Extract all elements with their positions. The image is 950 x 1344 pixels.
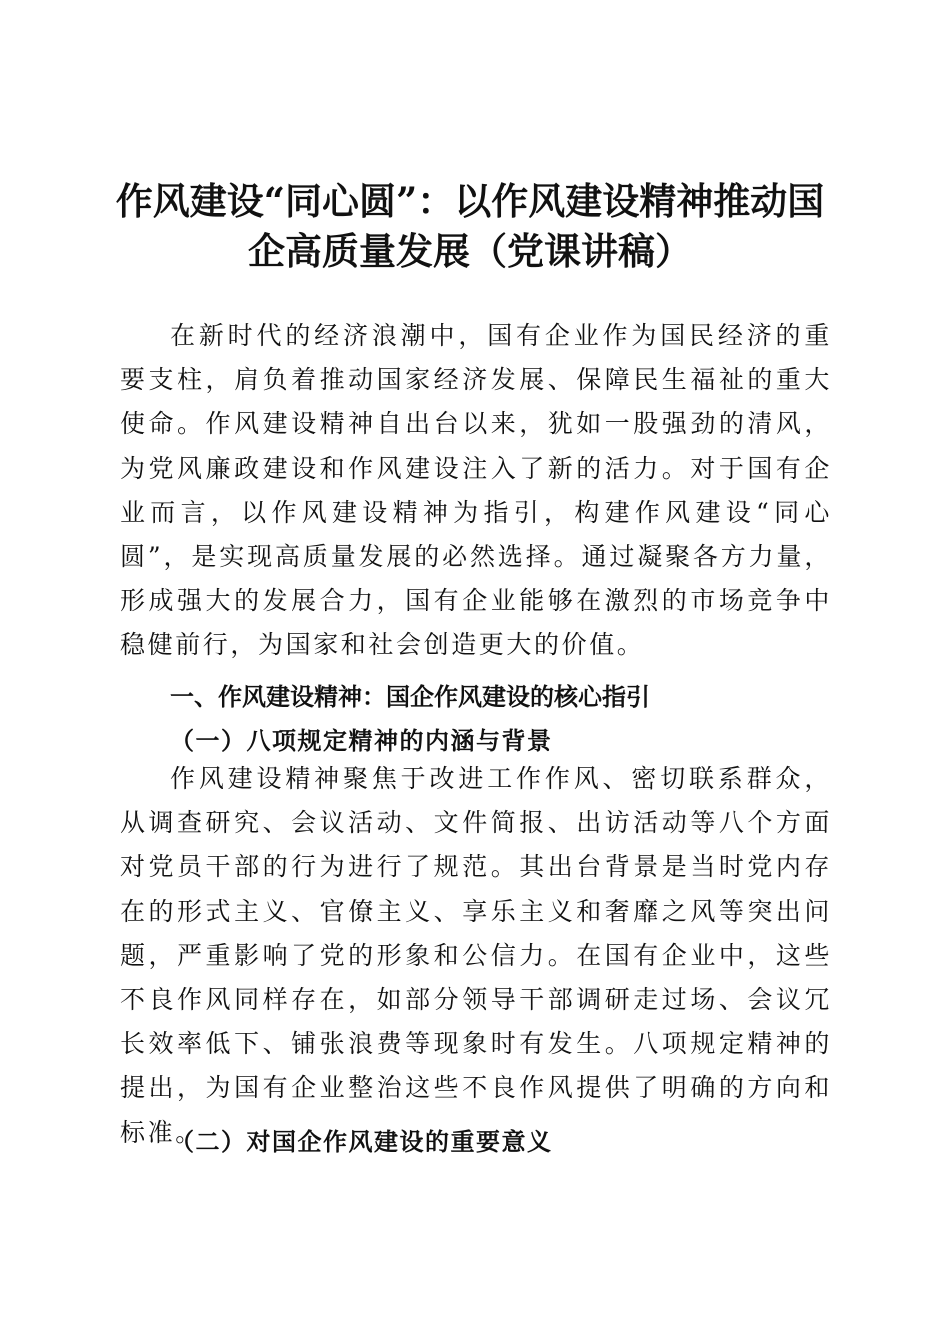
subsection-1-heading: （一）八项规定精神的内涵与背景 [170,726,553,755]
subsection-2-heading: （二）对国企作风建设的重要意义 [170,1127,553,1156]
section-1-heading: 一、作风建设精神：国企作风建设的核心指引 [170,683,650,711]
document-title-line-1: 作风建设“同心圆”：以作风建设精神推动国 [115,179,825,223]
subsection-1-paragraph: 作风建设精神聚焦于改进工作作风、密切联系群众，从调查研究、会议活动、文件简报、出访活动等八个方面对党员干部的行为进行了规范。其出台背景是当时党内存在的形式主义、官僚主义、享乐主义和奢靡之风等突出问题，严重影响了党的形象和公信力。在国有企业中，这些不良作风同样存在，如部分领导干部调研走过场、会议冗长效率低下、铺张浪费等现象时有发生。八项规定精神的提出，为国有企业整治这些不良作风提供了明确的方向和标准。 [120,764,832,1147]
document-title-line-2: 企高质量发展（党课讲稿） [248,229,692,273]
intro-paragraph: 在新时代的经济浪潮中，国有企业作为国民经济的重要支柱，肩负着推动国家经济发展、保障民生福祉的重大使命。作风建设精神自出台以来，犹如一股强劲的清风，为党风廉政建设和作风建设注入了新的活力。对于国有企业而言，以作风建设精神为指引，构建作风建设“同心圆”，是实现高质量发展的必然选择。通过凝聚各方力量，形成强大的发展合力，国有企业能够在激烈的市场竞争中稳健前行，为国家和社会创造更大的价值。 [120,321,832,660]
